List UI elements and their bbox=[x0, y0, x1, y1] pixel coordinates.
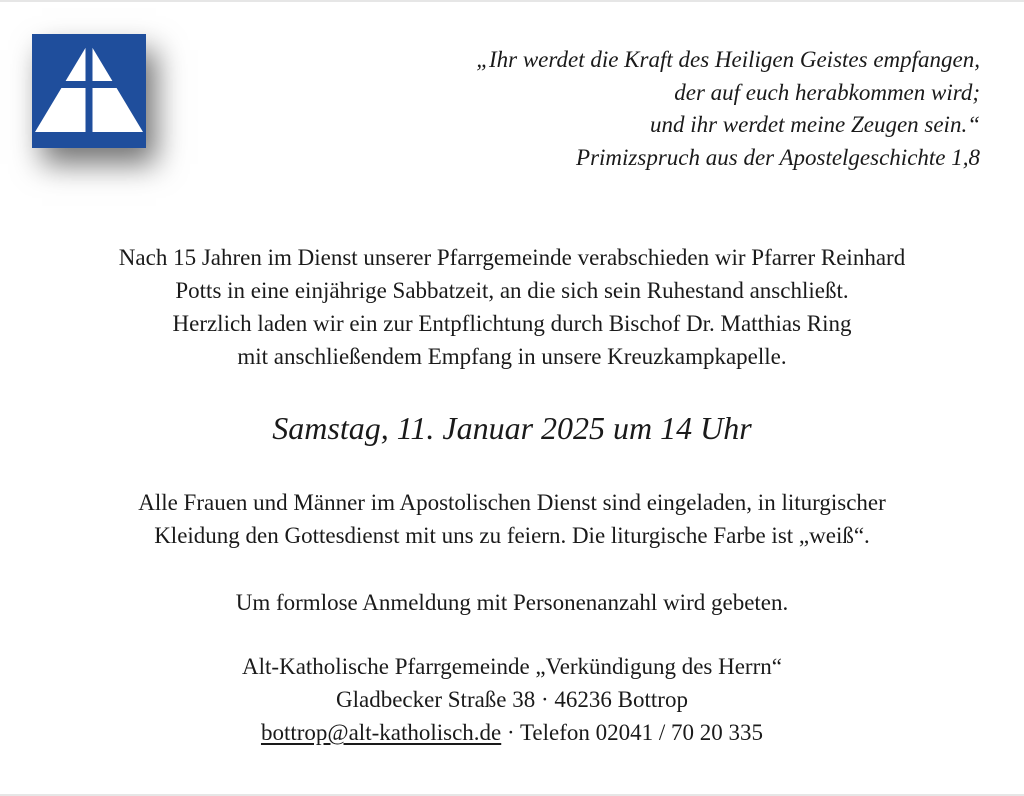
announcement-line: mit anschließendem Empfang in unsere Kreuzkampkapelle. bbox=[237, 344, 787, 369]
parish-logo bbox=[32, 34, 146, 148]
quote-line: und ihr werdet meine Zeugen sein.“ bbox=[649, 112, 980, 137]
event-date: Samstag, 11. Januar 2025 um 14 Uhr bbox=[272, 410, 752, 446]
parish-address: Gladbecker Straße 38 · 46236 Bottrop bbox=[336, 687, 688, 712]
scripture-quote bbox=[340, 44, 980, 174]
announcement-line: Nach 15 Jahren im Dienst unserer Pfarrgemeinde verabschieden wir Pfarrer Reinhard bbox=[118, 245, 906, 270]
quote-source: Primizspruch aus der Apostelgeschichte 1,8 bbox=[576, 144, 980, 170]
invitation-line: Kleidung den Gottesdienst mit uns zu feiern. Die liturgische Farbe ist „weiß“. bbox=[154, 523, 870, 548]
church-cross-icon bbox=[32, 34, 146, 148]
email-link[interactable]: bottrop@alt-katholisch.de bbox=[260, 720, 502, 745]
contact-block bbox=[0, 650, 1024, 749]
announcement-paragraph bbox=[0, 241, 1024, 373]
quote-line: „Ihr werdet die Kraft des Heiligen Geistes empfangen, bbox=[476, 47, 980, 72]
invitation-line: Alle Frauen und Männer im Apostolischen Dienst sind eingeladen, in liturgischer bbox=[138, 490, 886, 515]
top-border bbox=[0, 0, 1024, 2]
registration-note: Um formlose Anmeldung mit Personenanzahl wird gebeten. bbox=[235, 590, 789, 615]
invitation-paragraph bbox=[0, 486, 1024, 552]
contact-line bbox=[0, 716, 1024, 749]
phone-number: · Telefon 02041 / 70 20 335 bbox=[501, 720, 764, 745]
parish-name: Alt-Katholische Pfarrgemeinde „Verkündigung des Herrn“ bbox=[242, 654, 782, 679]
quote-line: der auf euch herabkommen wird; bbox=[674, 79, 980, 105]
announcement-line: Herzlich laden wir ein zur Entpflichtung durch Bischof Dr. Matthias Ring bbox=[172, 311, 852, 336]
announcement-line: Potts in eine einjährige Sabbatzeit, an die sich sein Ruhestand anschließt. bbox=[175, 278, 849, 303]
